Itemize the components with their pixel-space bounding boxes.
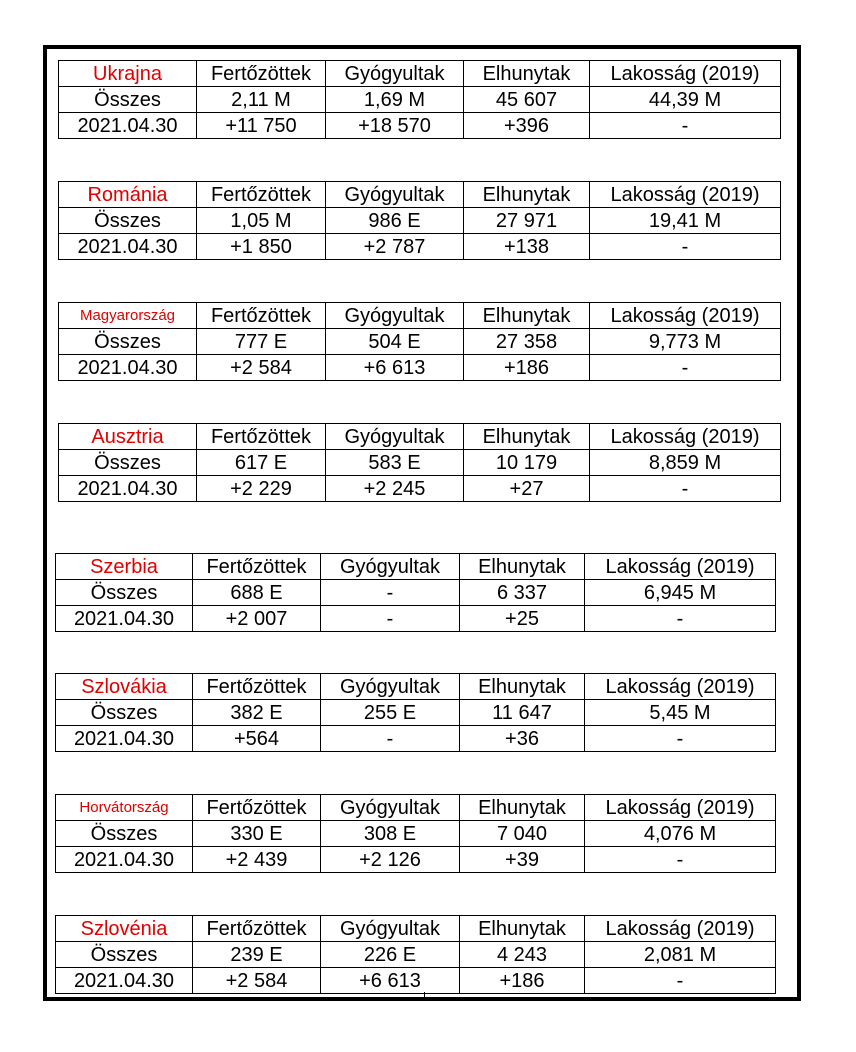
table-cell: 27 358 (464, 329, 590, 355)
daily-row (56, 968, 776, 994)
country-table-romania (58, 181, 781, 260)
column-header: Gyógyultak (321, 795, 460, 821)
header-row (56, 916, 776, 942)
divider-tick (424, 992, 425, 999)
header-row (59, 61, 781, 87)
table-cell: 617 E (197, 450, 326, 476)
column-header: Elhunytak (460, 674, 585, 700)
row-label: 2021.04.30 (59, 113, 197, 139)
column-header: Fertőzöttek (197, 424, 326, 450)
daily-row (59, 234, 781, 260)
table-cell: +2 584 (197, 355, 326, 381)
total-row (56, 700, 776, 726)
table-cell: - (585, 847, 776, 873)
table-cell: 7 040 (460, 821, 585, 847)
column-header: Fertőzöttek (193, 674, 321, 700)
country-name: Románia (59, 182, 197, 208)
daily-row (56, 606, 776, 632)
daily-row (59, 113, 781, 139)
row-label: Összes (56, 580, 193, 606)
column-header: Gyógyultak (326, 61, 464, 87)
column-header: Elhunytak (464, 303, 590, 329)
row-label: Összes (56, 700, 193, 726)
column-header: Gyógyultak (326, 303, 464, 329)
table-cell: 10 179 (464, 450, 590, 476)
country-name: Szlovénia (56, 916, 193, 942)
column-header: Lakosság (2019) (585, 674, 776, 700)
row-label: Összes (56, 821, 193, 847)
row-label: 2021.04.30 (56, 606, 193, 632)
column-header: Gyógyultak (326, 182, 464, 208)
table-cell: +6 613 (321, 968, 460, 994)
table-cell: 239 E (193, 942, 321, 968)
table-cell: - (590, 476, 781, 502)
column-header: Gyógyultak (326, 424, 464, 450)
row-label: 2021.04.30 (59, 234, 197, 260)
country-table-szerbia (55, 553, 776, 632)
total-row (59, 329, 781, 355)
header-row (59, 303, 781, 329)
row-label: Összes (59, 329, 197, 355)
country-table-ausztria (58, 423, 781, 502)
table-cell: +138 (464, 234, 590, 260)
column-header: Lakosság (2019) (590, 61, 781, 87)
country-name: Ukrajna (59, 61, 197, 87)
country-name: Szerbia (56, 554, 193, 580)
table-cell: +2 229 (197, 476, 326, 502)
column-header: Fertőzöttek (197, 182, 326, 208)
daily-row (59, 355, 781, 381)
table-cell: 777 E (197, 329, 326, 355)
table-cell: +27 (464, 476, 590, 502)
table-cell: - (321, 726, 460, 752)
table-cell: 308 E (321, 821, 460, 847)
column-header: Gyógyultak (321, 674, 460, 700)
column-header: Lakosság (2019) (585, 916, 776, 942)
table-cell: +11 750 (197, 113, 326, 139)
column-header: Fertőzöttek (197, 61, 326, 87)
header-row (56, 554, 776, 580)
total-row (59, 87, 781, 113)
row-label: Összes (59, 87, 197, 113)
table-cell: 44,39 M (590, 87, 781, 113)
table-cell: - (590, 234, 781, 260)
table-cell: +186 (464, 355, 590, 381)
country-table-horvatorszag (55, 794, 776, 873)
table-cell: +2 584 (193, 968, 321, 994)
table-cell: 4,076 M (585, 821, 776, 847)
table-cell: +18 570 (326, 113, 464, 139)
table-cell: 986 E (326, 208, 464, 234)
row-label: 2021.04.30 (59, 355, 197, 381)
column-header: Fertőzöttek (197, 303, 326, 329)
row-label: Összes (59, 208, 197, 234)
column-header: Lakosság (2019) (585, 554, 776, 580)
header-row (56, 795, 776, 821)
row-label: 2021.04.30 (59, 476, 197, 502)
row-label: 2021.04.30 (56, 968, 193, 994)
table-cell: 4 243 (460, 942, 585, 968)
country-table-magyarorszag (58, 302, 781, 381)
column-header: Lakosság (2019) (590, 182, 781, 208)
table-cell: - (585, 726, 776, 752)
country-table-szlovenia (55, 915, 776, 994)
table-cell: 1,05 M (197, 208, 326, 234)
table-cell: 6 337 (460, 580, 585, 606)
table-cell: 226 E (321, 942, 460, 968)
column-header: Fertőzöttek (193, 916, 321, 942)
column-header: Fertőzöttek (193, 554, 321, 580)
column-header: Elhunytak (460, 554, 585, 580)
column-header: Gyógyultak (321, 554, 460, 580)
row-label: 2021.04.30 (56, 847, 193, 873)
table-cell: 583 E (326, 450, 464, 476)
column-header: Elhunytak (460, 795, 585, 821)
table-cell: +39 (460, 847, 585, 873)
country-name: Ausztria (59, 424, 197, 450)
column-header: Gyógyultak (321, 916, 460, 942)
daily-row (56, 726, 776, 752)
table-cell: 330 E (193, 821, 321, 847)
table-cell: 19,41 M (590, 208, 781, 234)
table-cell: - (590, 355, 781, 381)
table-cell: 11 647 (460, 700, 585, 726)
table-cell: 504 E (326, 329, 464, 355)
table-cell: 45 607 (464, 87, 590, 113)
total-row (59, 208, 781, 234)
country-table-szlovakia (55, 673, 776, 752)
table-cell: 9,773 M (590, 329, 781, 355)
header-row (59, 424, 781, 450)
table-cell: +1 850 (197, 234, 326, 260)
total-row (56, 821, 776, 847)
table-cell: +2 126 (321, 847, 460, 873)
table-cell: 255 E (321, 700, 460, 726)
column-header: Elhunytak (464, 424, 590, 450)
table-cell: - (585, 606, 776, 632)
daily-row (56, 847, 776, 873)
total-row (56, 580, 776, 606)
column-header: Lakosság (2019) (590, 303, 781, 329)
row-label: Összes (56, 942, 193, 968)
total-row (56, 942, 776, 968)
row-label: Összes (59, 450, 197, 476)
table-cell: 5,45 M (585, 700, 776, 726)
table-cell: +186 (460, 968, 585, 994)
table-cell: +2 439 (193, 847, 321, 873)
country-name: Magyarország (59, 303, 197, 329)
table-cell: +564 (193, 726, 321, 752)
country-name: Horvátország (56, 795, 193, 821)
table-cell: - (585, 968, 776, 994)
table-cell: 382 E (193, 700, 321, 726)
table-cell: 688 E (193, 580, 321, 606)
header-row (59, 182, 781, 208)
column-header: Elhunytak (460, 916, 585, 942)
table-cell: - (321, 606, 460, 632)
table-cell: 6,945 M (585, 580, 776, 606)
country-table-ukrajna (58, 60, 781, 139)
row-label: 2021.04.30 (56, 726, 193, 752)
table-cell: 1,69 M (326, 87, 464, 113)
column-header: Elhunytak (464, 182, 590, 208)
table-cell: +25 (460, 606, 585, 632)
total-row (59, 450, 781, 476)
table-cell: +2 245 (326, 476, 464, 502)
table-cell: - (590, 113, 781, 139)
table-cell: +2 787 (326, 234, 464, 260)
table-cell: +2 007 (193, 606, 321, 632)
daily-row (59, 476, 781, 502)
table-cell: +6 613 (326, 355, 464, 381)
table-cell: 27 971 (464, 208, 590, 234)
header-row (56, 674, 776, 700)
table-cell: +396 (464, 113, 590, 139)
table-cell: 2,081 M (585, 942, 776, 968)
column-header: Fertőzöttek (193, 795, 321, 821)
column-header: Elhunytak (464, 61, 590, 87)
table-cell: 8,859 M (590, 450, 781, 476)
country-name: Szlovákia (56, 674, 193, 700)
column-header: Lakosság (2019) (585, 795, 776, 821)
table-cell: - (321, 580, 460, 606)
table-cell: +36 (460, 726, 585, 752)
column-header: Lakosság (2019) (590, 424, 781, 450)
table-cell: 2,11 M (197, 87, 326, 113)
